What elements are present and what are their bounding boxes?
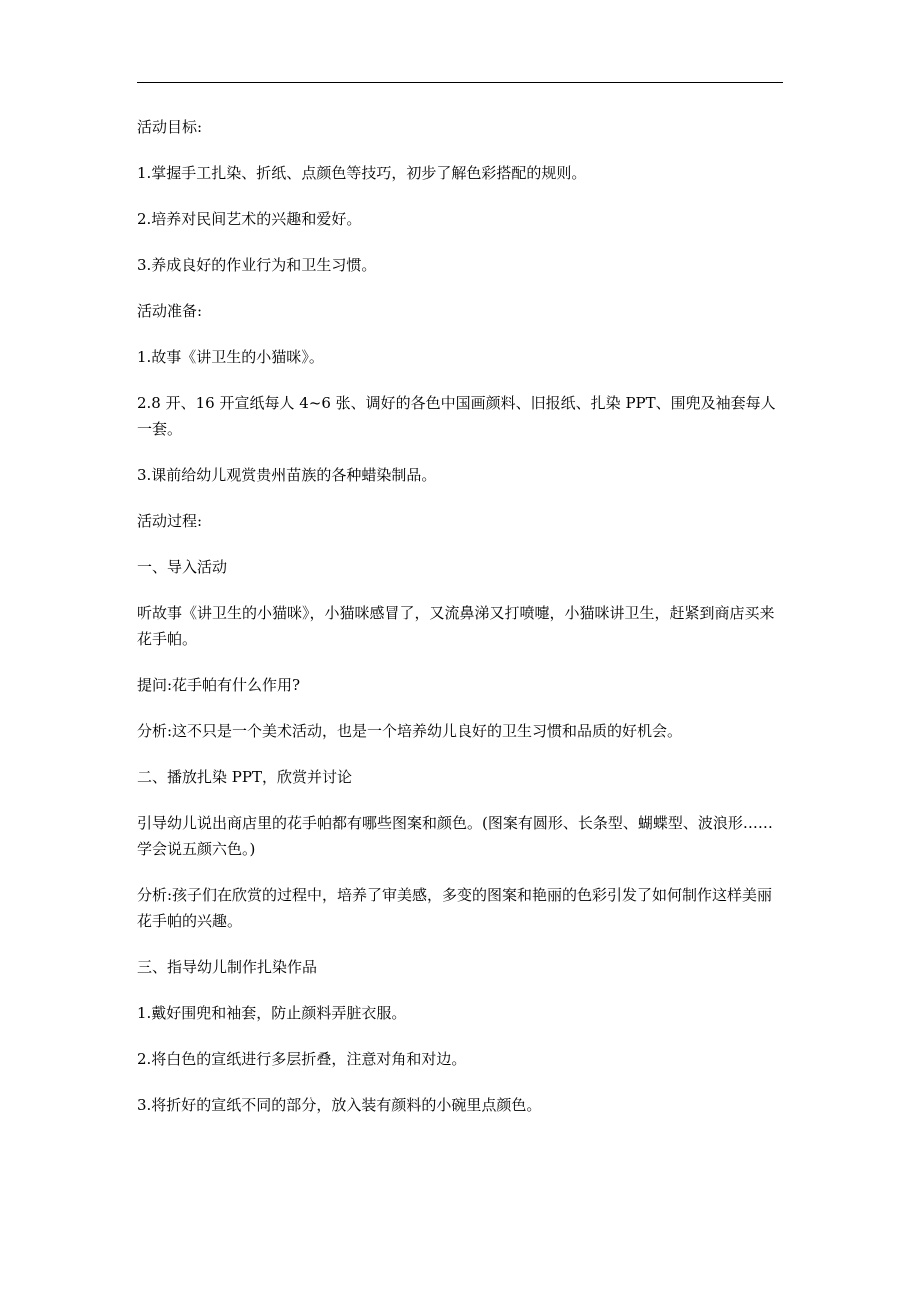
process-analysis: 分析:这不只是一个美术活动，也是一个培养幼儿良好的卫生习惯和品质的好机会。 [137, 722, 683, 740]
goal-item-3: 3.养成良好的作业行为和卫生习惯。 [137, 256, 377, 274]
making-step-2: 2.将白色的宣纸进行多层折叠，注意对角和对边。 [137, 1050, 467, 1068]
document-body [137, 114, 783, 1138]
process-paragraph: 引导幼儿说出商店里的花手帕都有哪些图案和颜色。(图案有圆形、长条型、蝴蝶型、波浪形……学会说五颜六色。) [137, 814, 773, 858]
making-step-3: 3.将折好的宣纸不同的部分，放入装有颜料的小碗里点颜色。 [137, 1096, 542, 1114]
process-paragraph: 听故事《讲卫生的小猫咪》，小猫咪感冒了，又流鼻涕又打喷嚏，小猫咪讲卫生，赶紧到商店买来花手帕。 [137, 604, 775, 648]
process-step-heading-2: 二、播放扎染 PPT，欣赏并讨论 [137, 768, 352, 786]
making-step-1: 1.戴好围兜和袖套，防止颜料弄脏衣服。 [137, 1004, 407, 1022]
process-analysis: 分析:孩子们在欣赏的过程中，培养了审美感，多变的图案和艳丽的色彩引发了如何制作这样美丽花手帕的兴趣。 [137, 886, 773, 930]
header-rule [137, 82, 783, 83]
preparation-item-2: 2.8 开、16 开宣纸每人 4~6 张、调好的各色中国画颜料、旧报纸、扎染 PPT、围兜及袖套每人一套。 [137, 394, 776, 438]
process-step-heading-3: 三、指导幼儿制作扎染作品 [137, 958, 318, 976]
section-heading-goals: 活动目标: [137, 118, 203, 136]
process-question: 提问:花手帕有什么作用? [137, 676, 301, 694]
goal-item-1: 1.掌握手工扎染、折纸、点颜色等技巧，初步了解色彩搭配的规则。 [137, 164, 587, 182]
process-step-heading-1: 一、导入活动 [137, 558, 228, 576]
preparation-item-1: 1.故事《讲卫生的小猫咪》。 [137, 348, 324, 366]
section-heading-preparation: 活动准备: [137, 302, 203, 320]
section-heading-process: 活动过程: [137, 512, 203, 530]
preparation-item-3: 3.课前给幼儿观赏贵州苗族的各种蜡染制品。 [137, 466, 437, 484]
goal-item-2: 2.培养对民间艺术的兴趣和爱好。 [137, 210, 362, 228]
